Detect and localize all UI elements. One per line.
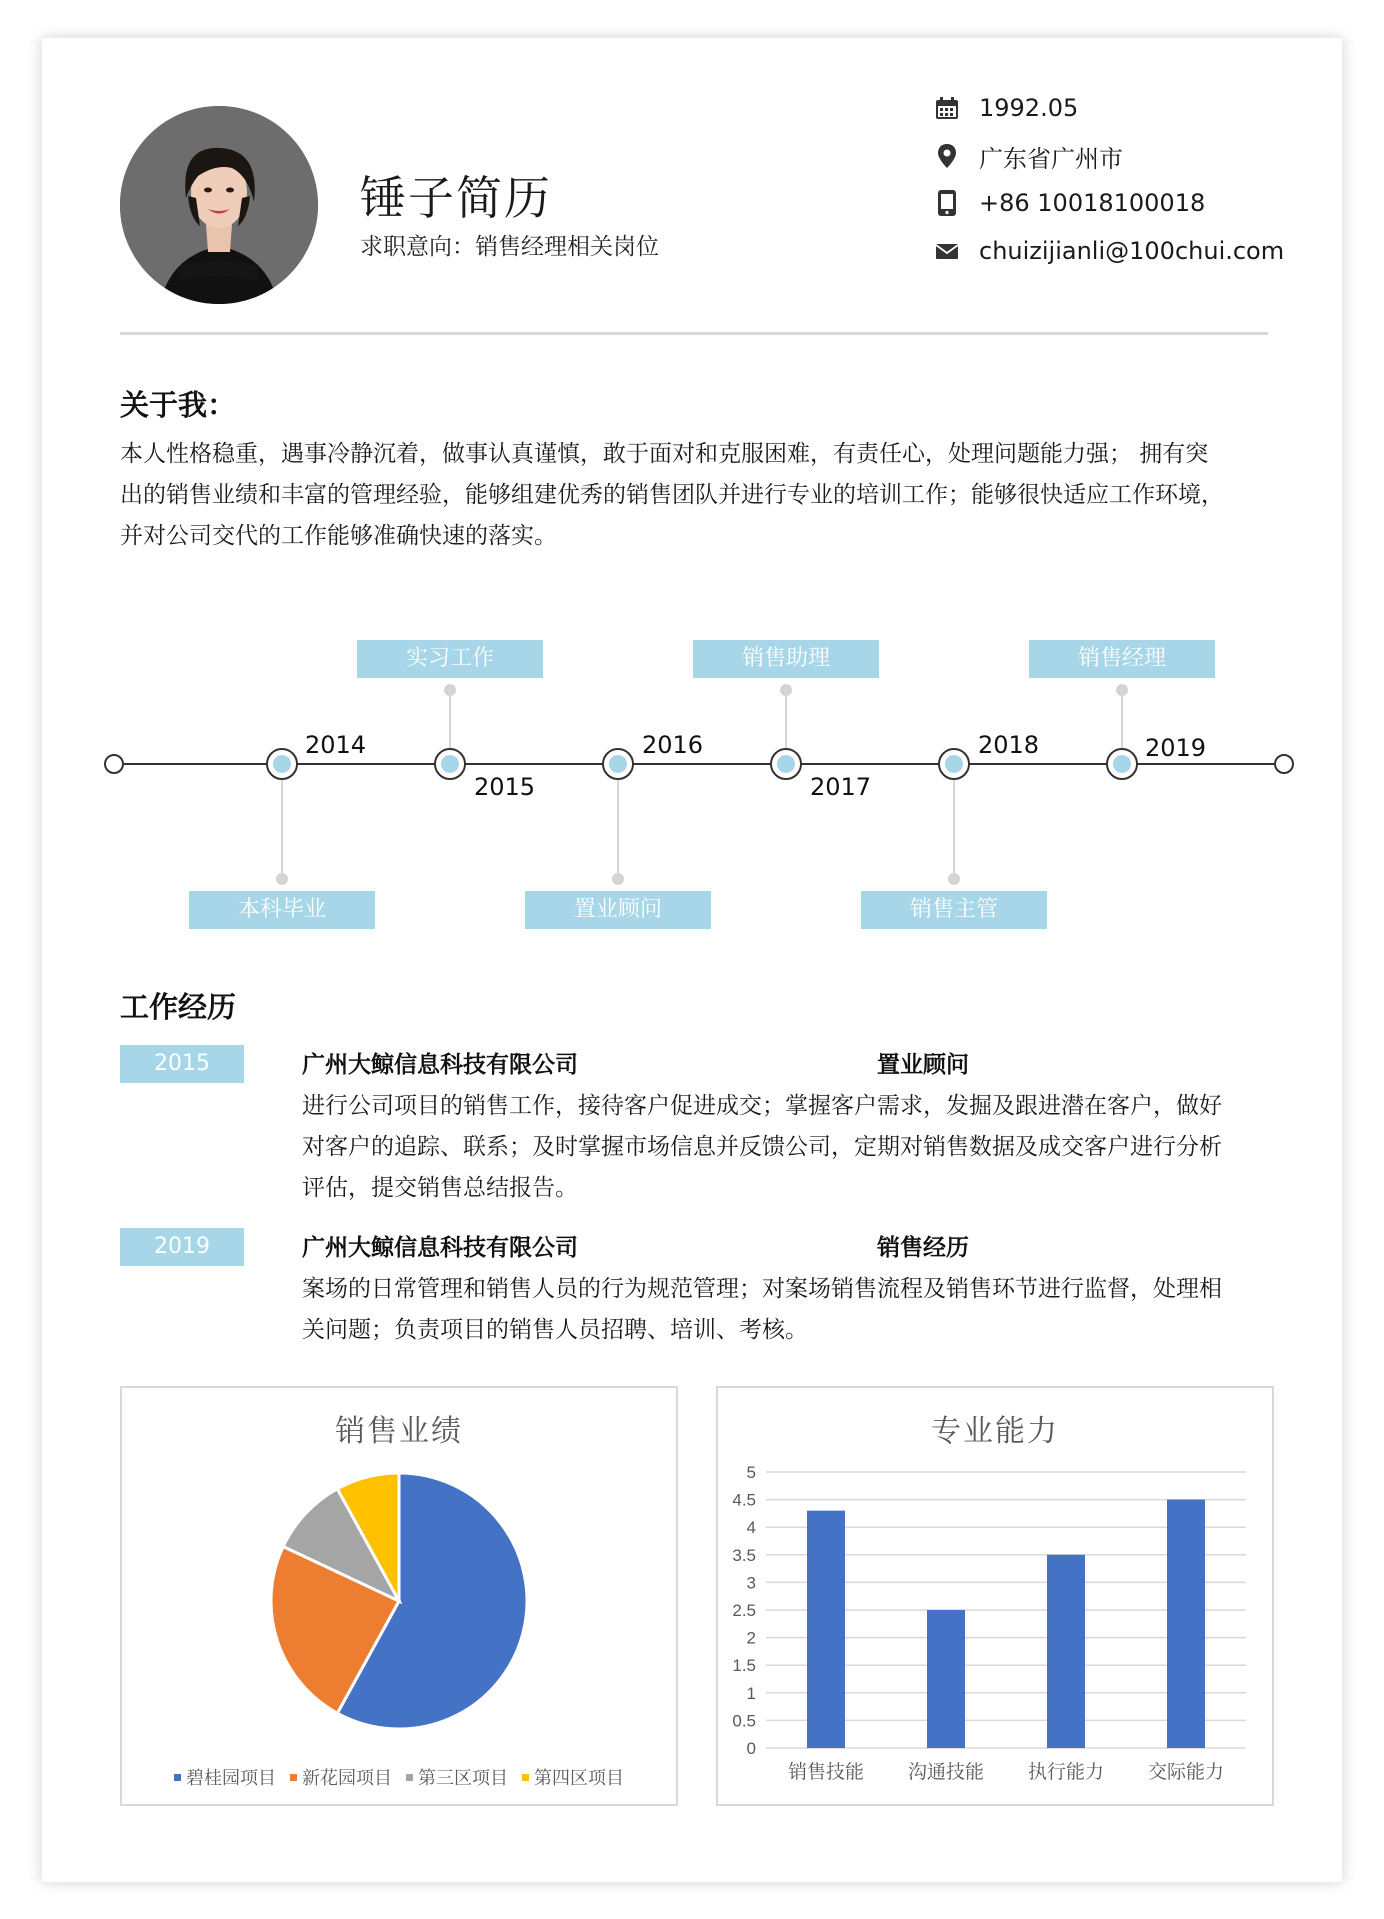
y-tick-label: 0.5 (732, 1711, 756, 1731)
location-pin-icon (933, 142, 961, 170)
bar-1 (807, 1511, 845, 1748)
avatar (120, 106, 318, 304)
contact-phone (933, 186, 1205, 220)
contact-email-text: chuizijianli@100chui.com (979, 237, 1285, 265)
bar-chart-title: 专业能力 (931, 1414, 1059, 1449)
x-tick-label: 沟通技能 (907, 1761, 985, 1783)
pie-legend (122, 1764, 676, 1790)
contact-phone-text: +86 10018100018 (979, 189, 1206, 217)
timeline-label-bottom: 置业顾问 (525, 891, 711, 929)
mail-icon (933, 237, 961, 265)
y-tick-label: 4.5 (732, 1490, 756, 1510)
job-intent: 求职意向：销售经理相关岗位 (360, 234, 659, 260)
skills-bar-panel (716, 1386, 1274, 1806)
candidate-name: 锤子简历 (360, 171, 552, 225)
header-divider (120, 332, 1268, 335)
pie-legend-item (522, 1764, 624, 1790)
legend-label: 新花园项目 (302, 1768, 392, 1789)
work-line: 进行公司项目的销售工作，接待客户促进成交；掌握客户需求，发掘及跟进潜在客户，做好 (302, 1093, 1222, 1119)
portrait-photo (120, 106, 318, 304)
calendar-icon (933, 94, 961, 122)
y-tick-label: 1 (746, 1683, 756, 1703)
work-role: 置业顾问 (877, 1052, 969, 1078)
work-company: 广州大鲸信息科技有限公司 (302, 1052, 578, 1078)
work-company: 广州大鲸信息科技有限公司 (302, 1235, 578, 1261)
about-text (120, 434, 1280, 557)
sales-pie-panel (120, 1386, 678, 1806)
contact-email (933, 234, 1284, 268)
bar-chart (718, 1388, 1272, 1804)
phone-icon (933, 189, 961, 217)
bar-2 (927, 1610, 965, 1748)
career-timeline (90, 594, 1310, 954)
legend-swatch (174, 1774, 181, 1781)
pie-legend-item (174, 1764, 276, 1790)
work-year-badge: 2019 (120, 1228, 244, 1266)
work-description (302, 1086, 1292, 1209)
work-line: 对客户的追踪、联系；及时掌握市场信息并反馈公司，定期对销售数据及成交客户进行分析 (302, 1134, 1222, 1160)
timeline-year: 2014 (305, 731, 367, 759)
timeline-label-top: 销售经理 (1029, 640, 1215, 678)
timeline-year: 2018 (978, 731, 1040, 759)
y-tick-label: 2.5 (732, 1601, 756, 1620)
y-tick-label: 0 (746, 1739, 756, 1758)
x-tick-label: 销售技能 (787, 1761, 865, 1783)
about-line: 本人性格稳重，遇事冷静沉着，做事认真谨慎，敢于面对和克服困难，有责任心，处理问题能力强； 拥有突 (120, 441, 1209, 467)
about-line: 并对公司交代的工作能够准确快速的落实。 (120, 523, 557, 549)
bar-4 (1167, 1500, 1205, 1748)
timeline-label-top: 实习工作 (357, 640, 543, 678)
timeline-year: 2017 (810, 773, 872, 801)
legend-swatch (290, 1774, 297, 1781)
resume-page (42, 38, 1342, 1882)
pie-legend-item (406, 1764, 508, 1790)
work-line: 关问题；负责项目的销售人员招聘、培训、考核。 (302, 1317, 808, 1343)
contact-birth (933, 91, 1078, 125)
pie-legend-item (290, 1764, 392, 1790)
timeline-year: 2015 (474, 773, 536, 801)
contact-birth-text: 1992.05 (979, 94, 1079, 122)
about-line: 出的销售业绩和丰富的管理经验，能够组建优秀的销售团队并进行专业的培训工作；能够很快适应工作环境， (120, 482, 1224, 508)
legend-label: 碧桂园项目 (186, 1768, 276, 1789)
work-description (302, 1269, 1292, 1351)
pie-chart (122, 1388, 676, 1804)
timeline-label-bottom: 本科毕业 (189, 891, 375, 929)
y-tick-label: 2 (746, 1628, 756, 1648)
about-title: 关于我： (120, 388, 237, 422)
x-tick-label: 交际能力 (1147, 1761, 1225, 1783)
work-line: 评估，提交销售总结报告。 (302, 1175, 578, 1201)
timeline-year: 2019 (1145, 734, 1207, 762)
work-role: 销售经历 (877, 1235, 969, 1261)
contact-location-text: 广东省广州市 (979, 144, 1123, 173)
timeline-label-bottom: 销售主管 (861, 891, 1047, 929)
work-year-badge: 2015 (120, 1045, 244, 1083)
work-line: 案场的日常管理和销售人员的行为规范管理；对案场销售流程及销售环节进行监督，处理相 (302, 1276, 1222, 1302)
legend-swatch (406, 1774, 413, 1781)
y-tick-label: 3 (746, 1573, 756, 1593)
pie-chart-title: 销售业绩 (335, 1414, 463, 1449)
y-tick-label: 3.5 (732, 1545, 756, 1565)
legend-label: 第三区项目 (418, 1768, 508, 1789)
y-tick-label: 4 (746, 1518, 756, 1538)
bar-3 (1047, 1555, 1085, 1748)
legend-swatch (522, 1774, 529, 1781)
y-tick-label: 1.5 (732, 1656, 756, 1676)
timeline-label-top: 销售助理 (693, 640, 879, 678)
timeline-year: 2016 (642, 731, 704, 759)
y-tick-label: 5 (746, 1463, 756, 1482)
contact-location (933, 139, 1123, 173)
legend-label: 第四区项目 (534, 1768, 624, 1789)
x-tick-label: 执行能力 (1027, 1761, 1105, 1783)
work-title: 工作经历 (120, 990, 237, 1024)
